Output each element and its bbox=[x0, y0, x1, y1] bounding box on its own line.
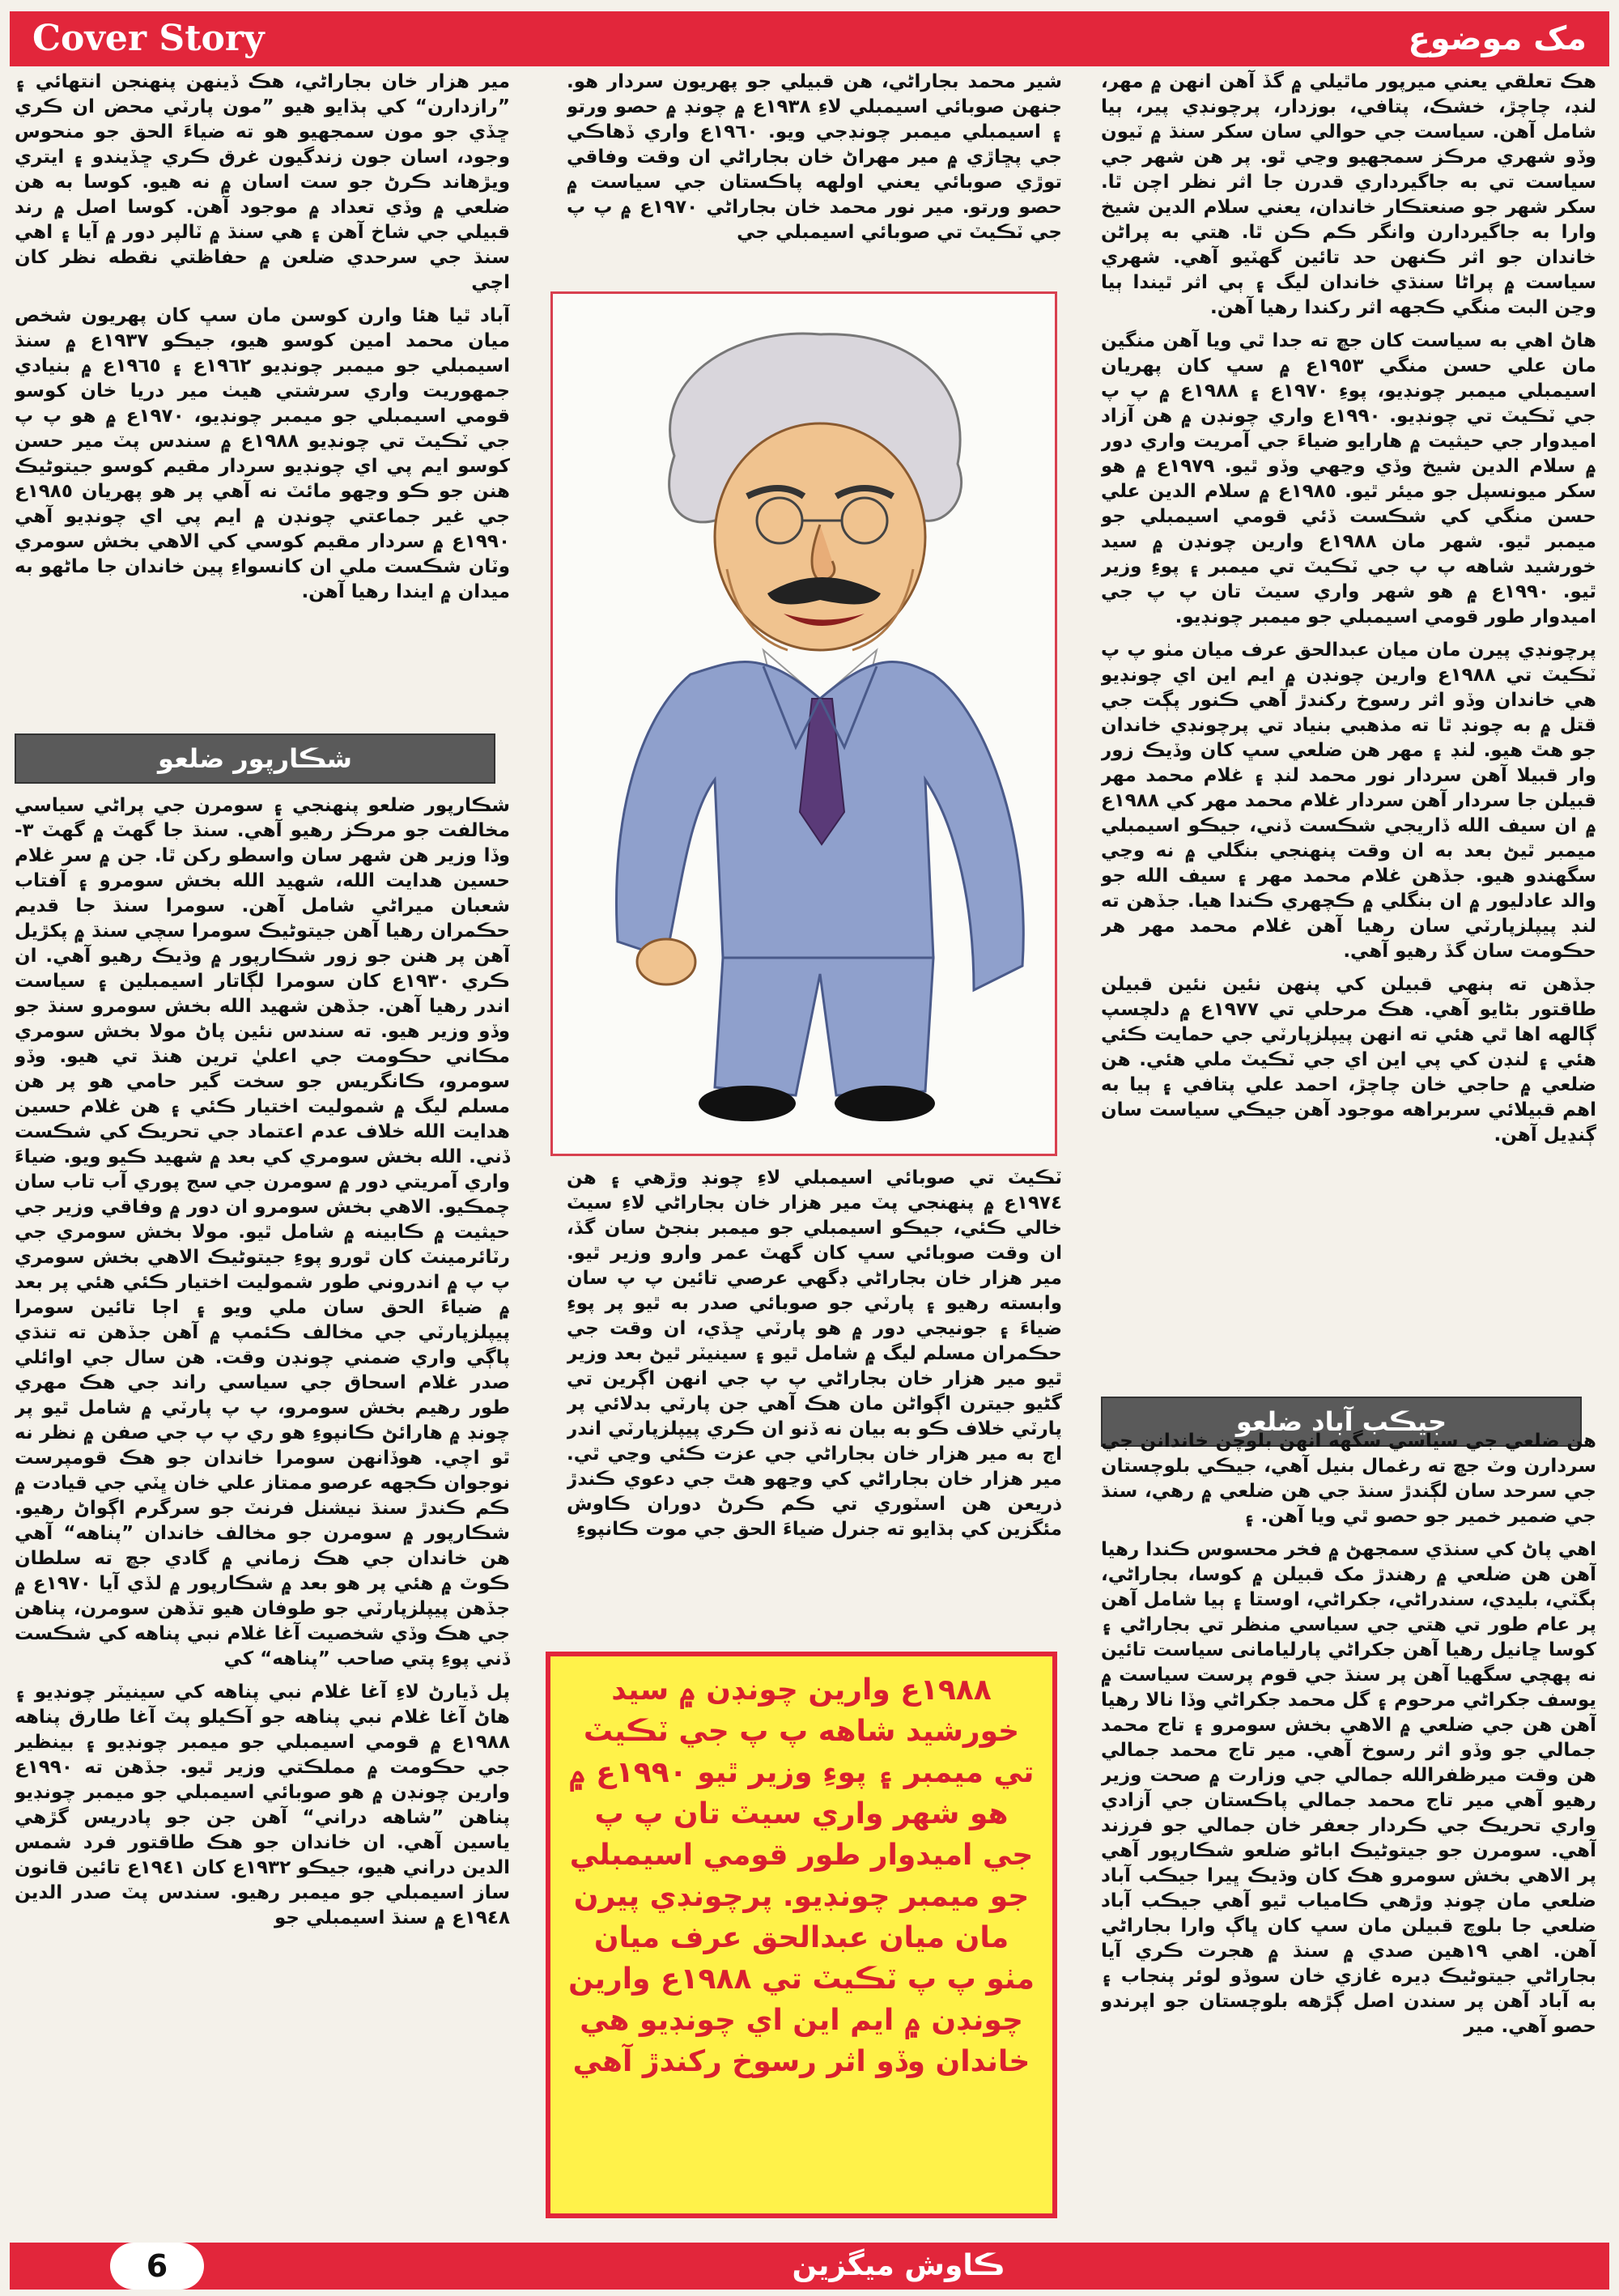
paragraph: ٽڪيٽ تي صوبائي اسيمبلي لاءِ چونڊ وڙهي ۽ هن ١٩٧٤ع ۾ پنهنجي پٽ مير هزار خان بجاراڻي لاءِ سيٽ خالي ڪئي، جيڪو اسيمبلي جو ميمبر بنجڻ سان گڏ، ان وقت صوبائي سڀ کان گهٽ عمر وارو وزير ٿيو. مير هزار خان بجاراڻي ڊگهي عرصي تائين پ پ سان وابسته رهيو ۽ پارٽي جو صوبائي صدر به ٿيو پر پوءِ ضياءَ ۽ جونيجي دور ۾ هو پارٽي ڇڏي، ان وقت جي حڪمران مسلم ليگ ۾ شامل ٿيو ۽ سينيٽر ٿيڻ بعد وزير ٿيو مير هزار خان بجاراڻي پ پ جي انهن اڳرين تي گڻيو جيترن اڳواڻن مان هڪ آهي جن پارٽي بدلائي پر پارٽي خلاف ڪو به بيان نه ڏنو ان ڪري پيپلزپارٽي اندر اڄ به مير هزار خان بجاراڻي جي عزت ڪئي وڃي ٿي. مير هزار خان بجاراڻي کي وڃهو هٿ جي دعوي ڪندڙ ذريعن هن اسٽوري تي ڪم ڪرڻ دوران ڪاوش مئگزين کي ٻڌايو ته جنرل ضياءَ الحق جي موت ڪانپوءِ bbox=[567, 1167, 1062, 1540]
paragraph: پل ڏيارڻ لاءِ آغا غلام نبي پناهه کي سينيٽر چونڊيو ۽ هاڻ آغا غلام نبي پناهه جو آڪيلو پٽ آغا طارق پناهه ١٩٨٨ع ۾ قومي اسيمبلي جو ميمبر چونڊيو ۽ بينظير جي حڪومت ۾ مملڪتي وزير ٿيو. جڏهن ته ١٩٩٠ع وارين چونڊن ۾ هو صوبائي اسيمبلي جو ميمبر چونڊيو پناهن ”شاهه دراني“ آهن جن جو پادريس گڙهي ياسين آهي. ان خاندان جو هڪ طاقتور فرد شمس الدين دراني هيو، جيڪو ١٩٣٢ع کان ١٩٤١ع تائين قانون ساز اسيمبلي جو ميمبر رهيو. سندس پٽ صدر الدين ١٩٤٨ع ۾ سنڌ اسيمبلي جو bbox=[15, 1682, 510, 1928]
paragraph: اهي پاڻ کي سنڌي سمجهڻ ۾ فخر محسوس ڪندا رهيا آهن هن ضلعي ۾ رهندڙ مک قبيلن ۾ کوسا، بجاراڻي، ٻگٽي، بليدي، سندراڻي، جکراڻي، اوستا ۽ ٻيا شامل آهن پر عام طور تي هتي جي سياسي منظر تي بجاراڻي ۽ کوسا ڇانيل رهيا آهن جکراڻي پارليامانی سياست تائين نه پهچي سگهيا آهن پر سنڌ جي قوم پرست سياست ۾ يوسف جکراڻي مرحوم ۽ گل محمد جکراڻي وڏا نالا رهيا آهن هن جي ضلعي ۾ الاهي بخش سومرو ۽ تاج محمد جمالي جو وڏو اثر رسوخ آهي. مير تاج محمد جمالي هن وقت ميرظفرالله جمالي جي وزارت ۾ صحت وزير رهيو آهي مير تاج محمد جمالي پاڪستان جي آزادي واري تحريڪ جي ڪردار جعفر خان جمالي جو فرزند آهي. سومرن جو جيتوڻيڪ اباڻو ضلعو شڪارپور آهي پر الاهي بخش سومرو هڪ کان وڌيڪ ڀيرا جيڪب آباد ضلعي مان چونڊ وڙهي ڪامياب ٿيو آهي جيڪب آباد ضلعي جا بلوچ قبيلن مان سڀ کان ڀاڳ وارا بجاراڻي آهن. اهي ١٩هين صدي ۾ سنڌ ۾ هجرت ڪري آيا بجاراڻي جيتوڻيڪ ڊيره غازي خان سوڏو لوئر پنجاب ۽ به آباد آهن پر سندن اصل ڳڙهه بلوچستان جو اپرندو حصو آهي. مير bbox=[1101, 1539, 1596, 2037]
article-column-left bbox=[15, 70, 510, 713]
article-column-middle-bottom bbox=[567, 1166, 1062, 1627]
paragraph: شير محمد بجاراڻي، هن قبيلي جو پهريون سردار هو. جنهن صوبائي اسيمبلي لاءِ ١٩٣٨ع ۾ چونڊ ۾ حصو ورتو ۽ اسيمبلي ميمبر چونڊجي ويو. ١٩٦٠ع واري ڏهاڪي جي پڇاڙي ۾ مير مهراڻ خان بجاراڻي ان وقت وفاقي توڙي صوبائي يعني اولهه پاڪستان جي سياست ۾ حصو ورتو. مير نور محمد خان بجاراڻي ١٩٧٠ع ۾ پ پ جي ٽڪيٽ تي صوبائي اسيمبلي جي bbox=[567, 71, 1062, 243]
cover-story-label: Cover Story bbox=[32, 18, 265, 59]
article-column-right-lower bbox=[1101, 1429, 1596, 2226]
subhead-jacobabad: جيڪب آباد ضلعو bbox=[1101, 1397, 1582, 1447]
paragraph: هڪ تعلقي يعني ميرپور ماٿيلي ۾ گڏ آهن انهن ۾ مهر، لنڊ، چاچڙ، خشڪ، پتافي، بوزدار، پرچونڊي پير، ٻيا شامل آهن. سياست جي حوالي سان سکر سنڌ ۾ ٽيون وڏو شهري مرڪز سمجهيو وڃي ٿو. پر هن شهر جي سياست تي به جاگيرداري قدرن جا اثر نظر اچن ٿا. سکر شهر جو صنعتڪار خاندان، يعني سلام الدين شيخ وارا به جاگيردارن وانگر ڪم ڪن ٿا. هتي به پراڻن خاندان جو اثر ڪنهن حد تائين گهٽيو آهي. شهري سياست ۾ پراڻا سنڌي خاندان ليگ ۽ ٻي اثر ٿيندا ٻيا وڃن البت منگي ڪجهه اثر رکندا رهيا آهن. bbox=[1101, 71, 1596, 318]
caricature-drawing bbox=[553, 294, 1055, 1154]
pull-quote: ١٩٨٨ع وارين چونڊن ۾ سيد خورشيد شاهه پ پ جي ٽڪيٽ تي ميمبر ۽ پوءِ وزير ٿيو ١٩٩٠ع ۾ هو شهر واري سيٽ تان پ پ جي اميدوار طور قومي اسيمبلي جو ميمبر چونڊيو. پرچونڊي پيرن مان ميان عبدالحق عرف ميان مٺو پ پ ٽڪيٽ تي ١٩٨٨ع وارين چونڊن ۾ ايم اين اي چونڊيو هي خاندان وڏو اثر رسوخ رکندڙ آهي bbox=[546, 1652, 1057, 2218]
paragraph: هن ضلعي جي سياسي سگهه انهن بلوچن خاندانن جي سردارن وٽ جڇ ته رغمال بنيل آهي، جيڪي بلوچستان جي سرحد سان لڳندڙ سنڌ جي هن ضلعي ۾ رهي، سنڌ جي ضمير خمير جو حصو ٿي ويا آهن. ۽ bbox=[1101, 1431, 1596, 1527]
section-label: مک موضوع bbox=[1408, 20, 1587, 57]
paragraph: جڏهن ته ٻنهي قبيلن کي پنهن نئين نئين قبيلن طاقتور بڻايو آهي. هڪ مرحلي تي ١٩٧٧ع ۾ دلچسپ ڳالهه اها ٿي هئي ته انهن پيپلزپارٽي جي حمايت ڪئي هئي ۽ لنڊن کي پي اين اي جي ٽڪيٽ ملي هئي. هن ضلعي ۾ حاجي خان چاچڙ، احمد علي پتافي ۽ ٻيا به اهم قبيلائي سربراهه موجود آهن جيڪي سياست سان ڳنڍيل آهن. bbox=[1101, 974, 1596, 1146]
subhead-shikarpur: شڪارپور ضلعو bbox=[15, 733, 495, 784]
paragraph: آباد ٿيا هئا وارن کوسن مان سڀ کان پهريون شخص ميان محمد امين کوسو هيو، جيڪو ١٩٣٧ع ۾ سنڌ اسيمبلي جو ميمبر چونڊيو ١٩٦٢ع ۽ ١٩٦٥ع ۾ بنيادي جمهوريت واري سرشتي هيٺ مير دريا خان کوسو قومي اسيمبلي جو ميمبر چونڊيو، ١٩٧٠ع ۾ هو پ پ جي ٽڪيٽ تي چونڊيو ١٩٨٨ع ۾ سندس پٽ مير حسن کوسو ايم پي اي چونڊيو سردار مقيم کوسو جيتوڻيڪ هنن جو ڪو وڃهو مائٽ نه آهي پر هو پهريان ١٩٨٥ع جي غير جماعتي چونڊن ۾ ايم پي اي چونڊيو آهي ١٩٩٠ع ۾ سردار مقيم کوسي کي الاهي بخش سومري وٽان شڪست ملي ان کانسواءِ پين خاندان جا ماڻهو به ميدان ۾ ايندا رهيا آهن. bbox=[15, 305, 510, 602]
article-column-right bbox=[1101, 70, 1596, 1365]
article-column-middle-top bbox=[567, 70, 1062, 282]
paragraph: شڪارپور ضلعو پنهنجي ۽ سومرن جي پراڻي سياسي مخالفت جو مرڪز رهيو آهي. سنڌ جا گهٽ ۾ گهٽ ٣- وڏا وزير هن شهر سان واسطو رکن ٿا. جن ۾ سر غلام حسين هدايت الله، شهيد الله بخش سومرو ۽ آفتاب شعبان ميراڻي شامل آهن. سومرا سنڌ جا قديم حڪمران رهيا آهن جيتوڻيڪ سومرا سچي سنڌ ۾ پکڙيل آهن پر هنن جو زور شڪارپور ۾ وڌيڪ رهيو آهي. ان ڪري ١٩٣٠ع کان سومرا لڳاتار اسيمبلين ۽ سياست اندر رهيا آهن. جڏهن شهيد الله بخش سومرو سنڌ جو وڏو وزير هيو. ته سندس نئين پاڻ مولا بخش سومري مڪاني حڪومت جي اعليٰ ترين هنڌ تي هيو. وڏو سومرو، ڪانگريس جو سخت گير حامي هو پر هن مسلم ليگ ۾ شموليت اختيار ڪئي ۽ هن غلام حسين هدايت الله خلاف عدم اعتماد جي تحريڪ کي شڪست ڏني. الله بخش سومري کي بعد ۾ شهيد ڪيو ويو. ضياءَ واري آمريتي دور ۾ سومرن جي سج پوري آب تاب سان چمڪيو. الاهي بخش سومرو ان دور ۾ وفاقي وزير جي حيثيت ۾ ڪابينه ۾ شامل ٿيو. مولا بخش سومري جي رٽائرمينٽ کان ٿورو پوءِ جيتوڻيڪ الاهي بخش سومري پ پ ۾ اندروني طور شموليت اختيار ڪئي هئي پر بعد ۾ ضياءَ الحق سان ملي ويو ۽ اڄا تائين سومرا پيپلزپارٽي جي مخالف ڪئمپ ۾ آهن جڏهن ته تنڌي پاڳي واري ضمني چونڊن وقت. هن سال جي اوائلي صدر غلام اسحاق جي سياسي راند جي هڪ مهري طور رهيم بخش سومرو، پ پ پارٽي ۾ شامل ٿيو پر چونڊ ۾ هارائڻ ڪانپوءِ هو ري پ پ جي صفن ۾ نظر نه ٿو اچي. هوڏانهن سومرا خاندان جو هڪ قومپرست نوجوان ڪجهه عرصو ممتاز علي خان ڀٽي جي قيادت ۾ ڪم ڪندڙ سنڌ نيشنل فرنٽ جو سرگرم اڳواڻ رهيو. شڪارپور ۾ سومرن جو مخالف خاندان ”پناهه“ آهي هن خاندان جي هڪ زماني ۾ گادي جڇ ته سلطان ڪوٽ ۾ هئي پر هو بعد ۾ شڪارپور ۾ لڏي آيا ١٩٧٠ع ۾ جڏهن پيپلزپارٽي جو طوفان هيو تڏهن سومرن، پناهن جي هڪ وڏي شخصيت آغا غلام نبي پناهه کي شڪست ڏني پوءِ پتي صاحب ”پناهه“ کي bbox=[15, 795, 510, 1669]
paragraph: هاڻ اهي به سياست کان جڇ ته جدا ٿي ويا آهن منگين مان علي حسن منگي ١٩٥٣ع ۾ سڀ کان پهريان اسيمبلي ميمبر چونڊيو، پوءِ ١٩٧٠ع ۽ ١٩٨٨ع ۾ پ پ جي ٽڪيٽ تي چونڊيو. ١٩٩٠ع واري چونڊن ۾ هن آزاد اميدوار جي حيثيت ۾ هارايو ضياءَ جي آمريت واري دور ۾ سلام الدين شيخ وڏي وڃهي وڏو ٿيو. ١٩٧٩ع ۾ هو سکر ميونسپل جو ميئر ٿيو. ١٩٨٥ع ۾ سلام الدين علي حسن منگي کي شڪست ڏئي قومي اسيمبلي جو ميمبر ٿيو. شهر مان ١٩٨٨ع وارين چونڊن ۾ سيد خورشيد شاهه پ پ جي ٽڪيٽ تي ميمبر ۽ پوءِ وزير ٿيو. ١٩٩٠ع ۾ هو شهر واري سيٽ تان پ پ جي اميدوار طور قومي اسيمبلي جو ميمبر چونڊيو. bbox=[1101, 330, 1596, 627]
caricature-illustration bbox=[550, 291, 1057, 1156]
article-column-left-lower bbox=[15, 793, 510, 2230]
page-number: 6 bbox=[110, 2243, 204, 2290]
paragraph: پرچونڊي پيرن مان ميان عبدالحق عرف ميان مٺو پ پ ٽڪيٽ تي ١٩٨٨ع وارين چونڊن ۾ ايم اين اي چونڊيو هي خاندان وڏو اثر رسوخ رکندڙ آهي ڪنور پڳت جي قتل ۾ به چونڊ ٿا ته مذهبي بنياد تي پرچونڊي خاندان جو هٿ هيو. لنڊ ۽ مهر هن ضلعي سڀ کان وڏيڪ زور وار قبيلا آهن سردار نور محمد لنڊ ۽ غلام محمد مهر قبيلن جا سردار آهن سردار غلام محمد مهر کي ١٩٨٨ع ۾ ان سيف الله ڏاريجي شڪست ڏني، جيڪو اسيمبلي ميمبر ٿيڻ بعد به ان وقت پنهنجي بنگلي ۾ نه وڃي سگهندو هيو. جڏهن غلام محمد مهر ۽ سيف الله جو والد عادليور ۾ ان بنگلي ۾ ڪچهري ڪندا هيا. جڏهن ته لنڊ پيپلزپارٽي سان رهيا آهن غلام محمد مهر هر حڪومت سان گڏ رهيو آهي. bbox=[1101, 640, 1596, 962]
magazine-name: ڪاوش ميگزين bbox=[792, 2249, 1005, 2282]
paragraph: مير هزار خان بجاراڻي، هڪ ڏينهن پنهنجن انتهائي ۽ ”رازدارن“ کي ٻڌايو هيو ”مون پارٽي محض ان ڪري ڇڏي جو مون سمجهيو هو ته ضياءَ الحق جو منحوس وجود، اسان جون زندگيون غرق ڪري ڇڏيندو ۽ ايتري ويڙهاند ڪرڻ جو ست اسان ۾ نه هيو. کوسا به هن ضلعي ۾ وڏي تعداد ۾ موجود آهن. کوسا اصل ۾ رند قبيلي جي شاخ آهن ۽ هي سنڌ ۾ ٽالپر دور ۾ آيا ۽ اهي سنڌ جي سرحدي ضلعن ۾ حفاظتي نقطه نظر کان اچي bbox=[15, 71, 510, 293]
